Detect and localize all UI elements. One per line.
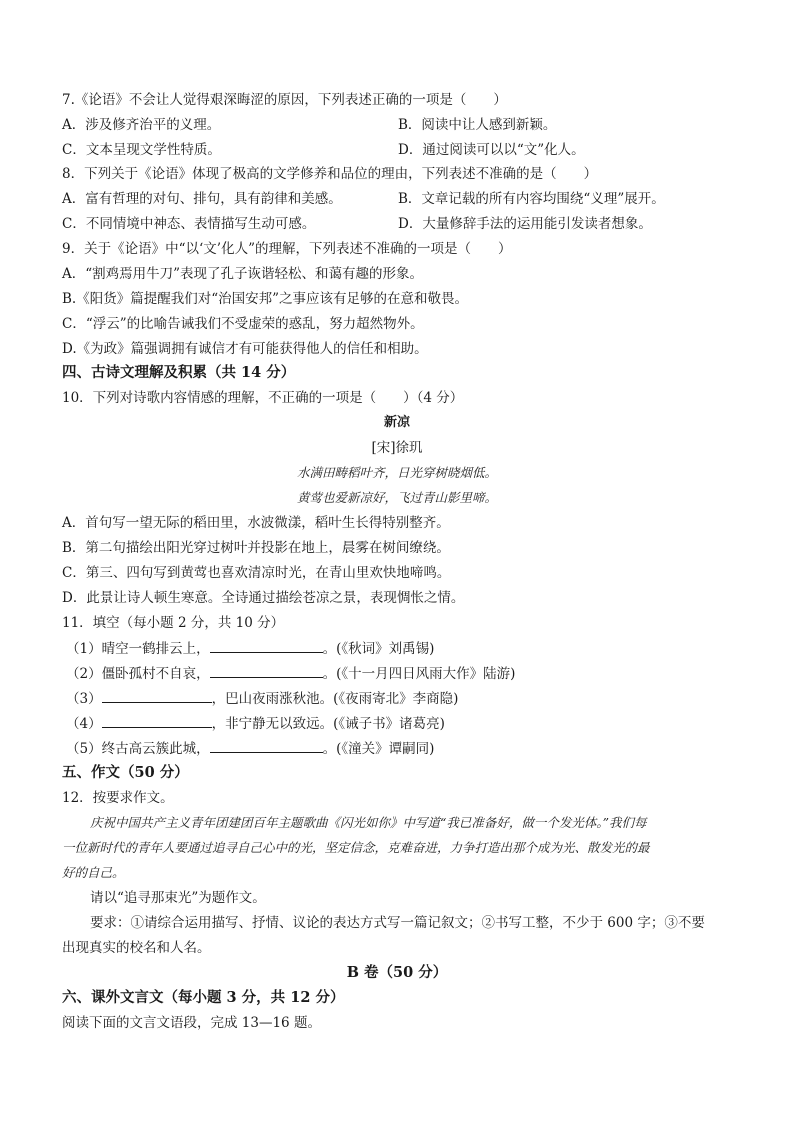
- question-10-option-c: C．第三、四句写到黄莺也喜欢清凉时光，在青山里欢快地啼鸣。: [62, 565, 451, 581]
- poem-line-1: 水满田畴稻叶齐，日光穿树晓烟低。: [296, 465, 497, 480]
- essay-topic: 请以“追寻那束光”为题作文。: [90, 890, 266, 906]
- answer-blank-2[interactable]: [210, 664, 323, 678]
- answer-blank-3[interactable]: [102, 689, 212, 703]
- fill-blank-4: [66, 714, 445, 733]
- question-9-option-c: C．“浮云”的比喻告诫我们不受虚荣的惑乱，努力超然物外。: [62, 316, 424, 332]
- fill-blank-1: [66, 639, 434, 658]
- question-9-option-b: B.《阳货》篇提醒我们对“治国安邦”之事应该有足够的在意和敬畏。: [62, 291, 469, 307]
- question-8-stem: 8．下列关于《论语》体现了极高的文学修养和品位的理由，下列表述不准确的是（ ）: [62, 166, 598, 182]
- poem-line-2: 黄莺也爱新凉好，飞过青山影里啼。: [296, 490, 497, 505]
- question-10-option-d: D．此景让诗人顿生寒意。全诗通过描绘苍凉之景，表现惆怅之情。: [62, 590, 465, 606]
- question-10-stem: 10．下列对诗歌内容情感的理解，不正确的一项是（ ）（4 分）: [62, 390, 464, 406]
- essay-material-line-3: 好的自己。: [62, 865, 125, 880]
- answer-blank-5[interactable]: [210, 739, 323, 753]
- section-4-heading: 四、古诗文理解及积累（共 14 分）: [62, 364, 296, 381]
- question-9-option-a: A．“割鸡焉用牛刀”表现了孔子诙谐轻松、和蔼有趣的形象。: [62, 266, 424, 282]
- fill-blank-3-after: ，巴山夜雨涨秋池。(《夜雨寄北》李商隐): [211, 691, 459, 707]
- fill-blank-3: [66, 689, 458, 708]
- question-8-option-b: B．文章记载的所有内容均围绕“义理”展开。: [398, 191, 665, 207]
- answer-blank-4[interactable]: [102, 714, 212, 728]
- question-9-stem: 9．关于《论语》中“以‘文’化人”的理解，下列表述不准确的一项是（ ）: [62, 241, 512, 257]
- fill-blank-2-after: 。(《十一月四日风雨大作》陆游): [322, 666, 516, 682]
- question-12-stem: 12．按要求作文。: [62, 790, 174, 806]
- part-b-heading: B 卷（50 分）: [346, 964, 448, 981]
- fill-blank-3-before: （3）: [66, 691, 102, 707]
- question-11-stem: 11．填空（每小题 2 分，共 10 分）: [62, 615, 285, 631]
- section-5-heading: 五、作文（50 分）: [62, 764, 189, 781]
- question-7-option-d: D．通过阅读可以以“文”化人。: [398, 142, 585, 158]
- question-7-option-c: C．文本呈现文学性特质。: [62, 142, 221, 158]
- section-6-instruction: 阅读下面的文言文语段，完成 13—16 题。: [62, 1015, 321, 1031]
- essay-requirements-line-1: 要求：①请综合运用描写、抒情、议论的表达方式写一篇记叙文；②书写工整，不少于 600 字；③不要: [90, 915, 705, 931]
- poem-author: [宋]徐玑: [371, 440, 423, 456]
- question-7-stem: 7.《论语》不会让人觉得艰深晦涩的原因，下列表述正确的一项是（ ）: [62, 92, 507, 108]
- question-10-option-a: A．首句写一望无际的稻田里，水波微漾，稻叶生长得特别整齐。: [62, 515, 450, 531]
- question-9-option-d: D.《为政》篇强调拥有诚信才有可能获得他人的信任和相助。: [62, 341, 428, 357]
- answer-blank-1[interactable]: [210, 639, 323, 653]
- question-8-option-a: A．富有哲理的对句、排句，具有韵律和美感。: [62, 191, 342, 207]
- question-10-option-b: B．第二句描绘出阳光穿过树叶并投影在地上，晨雾在树间缭绕。: [62, 540, 450, 556]
- fill-blank-5: [66, 739, 434, 758]
- section-6-heading: 六、课外文言文（每小题 3 分，共 12 分）: [62, 989, 345, 1006]
- fill-blank-2-before: （2）僵卧孤村不自哀，: [66, 666, 210, 682]
- fill-blank-4-before: （4）: [66, 716, 102, 732]
- fill-blank-1-after: 。(《秋词》刘禹锡): [322, 641, 435, 657]
- poem-title: 新凉: [383, 415, 410, 430]
- fill-blank-2: [66, 664, 515, 683]
- fill-blank-5-before: （5）终古高云簇此城，: [66, 741, 210, 757]
- essay-requirements-line-2: 出现真实的校名和人名。: [62, 940, 211, 956]
- essay-material-line-1: 庆祝中国共产主义青年团建团百年主题歌曲《闪光如你》中写道“我已准备好，做一个发光体。”我们每: [90, 815, 647, 830]
- fill-blank-5-after: 。(《潼关》谭嗣同): [322, 741, 435, 757]
- question-8-option-c: C．不同情境中神态、表情描写生动可感。: [62, 216, 316, 232]
- question-8-option-d: D．大量修辞手法的运用能引发读者想象。: [398, 216, 652, 232]
- fill-blank-1-before: （1）晴空一鹤排云上，: [66, 641, 210, 657]
- question-7-option-b: B．阅读中让人感到新颖。: [398, 117, 557, 133]
- fill-blank-4-after: ，非宁静无以致远。(《诫子书》诸葛亮): [211, 716, 445, 732]
- essay-material-line-2: 一位新时代的青年人要通过追寻自己心中的光，坚定信念，克难奋进，力争打造出那个成为光、散发光的最: [62, 840, 650, 855]
- question-7-option-a: A．涉及修齐治平的义理。: [62, 117, 221, 133]
